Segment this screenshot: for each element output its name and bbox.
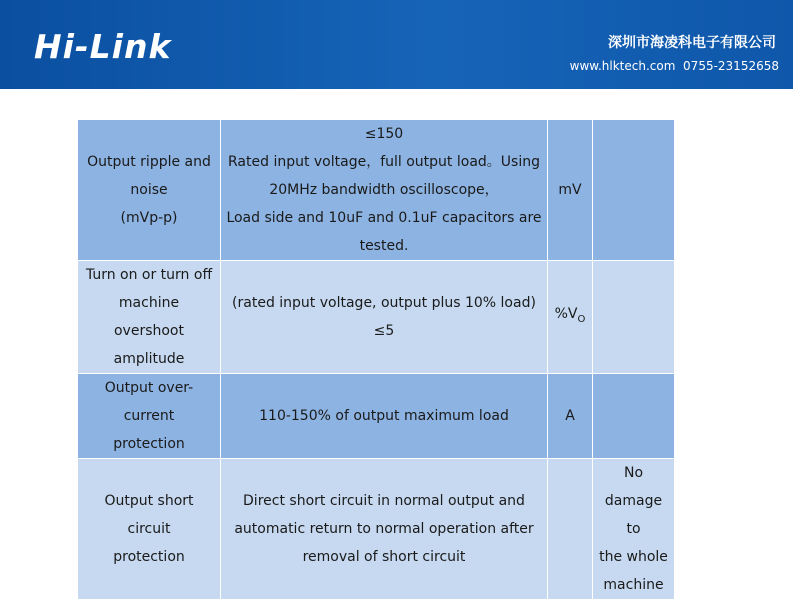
table-row [78,459,675,600]
table-row [78,261,675,374]
cell-text: tested. [359,238,409,254]
unit-cell [548,459,593,600]
unit-cell [548,261,593,374]
contact-line [570,60,779,72]
unit-subscript: O [577,313,586,325]
condition-cell [221,459,548,600]
cell-text: automatic return to normal operation after [234,521,534,537]
cell-text: ≤5 [373,323,395,339]
cell-text: the whole [599,549,668,565]
phone-text: 0755-23152658 [683,59,779,73]
cell-text: Load side and 10uF and 0.1uF capacitors are [226,210,542,226]
cell-text: Direct short circuit in normal output and [243,493,525,509]
table-row [78,374,675,459]
website-text: www.hlktech.com [569,59,676,73]
cell-text: protection [113,436,185,452]
cell-text: machine [603,577,664,593]
page-header [0,0,793,89]
condition-cell [221,261,548,374]
table-row [78,120,675,261]
cell-text: (mVp-p) [120,210,178,226]
cell-text: 20MHz bandwidth oscilloscope， [269,182,499,198]
hilink-logo: Hi-Link [34,27,172,66]
cell-text: noise [130,182,168,198]
unit-cell: A [548,374,593,459]
cell-text: Output over-current [104,380,194,424]
unit-cell: mV [548,120,593,261]
cell-text: removal of short circuit [302,549,466,565]
note-cell [593,120,675,261]
note-cell [593,374,675,459]
parameter-cell [78,374,221,459]
unit-base: %V [554,306,578,323]
condition-cell [221,120,548,261]
cell-text: Output short circuit [104,493,194,537]
note-cell [593,261,675,374]
cell-text: Turn on or turn off [85,267,213,283]
cell-text: damage to [604,493,663,537]
condition-cell [221,374,548,459]
parameter-cell [78,261,221,374]
cell-text: (rated input voltage, output plus 10% load) [232,295,536,311]
cell-text: machine overshoot [113,295,184,339]
cell-text: amplitude [113,351,185,367]
cell-text: ≤150 [364,126,404,142]
note-cell [593,459,675,600]
parameter-cell [78,459,221,600]
cell-text: Rated input voltage，full output load。Using [228,154,540,170]
cell-text: 110-150% of output maximum load [259,408,509,424]
parameter-cell [78,120,221,261]
spec-table [77,119,675,600]
cell-text: No [623,465,644,481]
cell-text: protection [113,549,185,565]
company-name: 深圳市海凌科电子有限公司 [608,35,776,51]
cell-text: Output ripple and [87,154,211,170]
